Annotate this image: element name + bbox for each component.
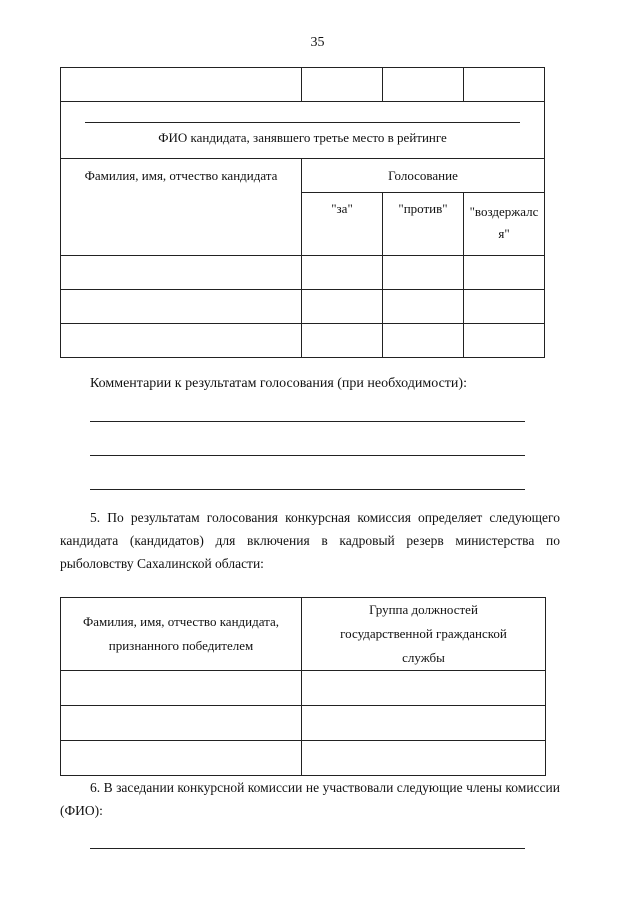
table-cell [61,256,302,290]
header-vote-abstain: "воздержался" [464,193,545,256]
table-row [61,290,545,324]
table-cell [383,68,464,102]
table-title: ФИО кандидата, занявшего третье место в рейтинге [158,130,447,145]
comments-label: Комментарии к результатам голосования (при необходимости): [90,376,467,391]
table-cell [464,290,545,324]
table-cell [383,324,464,358]
table-cell [464,324,545,358]
comment-line [90,489,525,490]
table-header-row [61,598,546,671]
header-candidate-name: Фамилия, имя, отчество кандидата [61,159,302,256]
table-cell [464,256,545,290]
page-number: 35 [310,35,325,50]
table-cell [61,290,302,324]
header-winner-name: Фамилия, имя, отчество кандидата, признанного победителем [61,598,302,671]
absent-members-line [90,848,525,849]
header-vote-against: "против" [383,193,464,256]
table-row [61,68,545,102]
table-cell [464,68,545,102]
table-cell [302,741,546,776]
comment-line [90,455,525,456]
section-5-paragraph: 5. По результатам голосования конкурсная комиссия определяет следующего кандидата (кандидатов) для включения в кадровый резерв министерства по рыболовству Сахалинской области: [60,510,560,571]
voting-table-third-place [60,67,545,358]
section-6-paragraph: 6. В заседании конкурсной комиссии не участвовали следующие члены комиссии (ФИО): [60,780,560,818]
comment-line [90,421,525,422]
table-row [61,706,546,741]
table-cell [61,68,302,102]
name-entry-line [85,122,520,123]
table-cell [61,706,302,741]
table-row [61,256,545,290]
table-cell [302,706,546,741]
header-vote-for: "за" [302,193,383,256]
table-row [61,324,545,358]
table-cell [383,256,464,290]
reserve-candidates-table [60,597,546,776]
table-cell [302,68,383,102]
table-title-row [61,102,545,159]
table-header-row [61,159,545,193]
header-voting: Голосование [302,159,545,193]
table-title-cell [61,102,545,159]
table-row [61,671,546,706]
table-cell [302,324,383,358]
header-position-group: Группа должностей государственной гражданской службы [302,598,546,671]
table-cell [61,324,302,358]
table-cell [302,290,383,324]
table-cell [302,256,383,290]
table-cell [302,671,546,706]
table-cell [383,290,464,324]
table-cell [61,671,302,706]
table-row [61,741,546,776]
table-cell [61,741,302,776]
